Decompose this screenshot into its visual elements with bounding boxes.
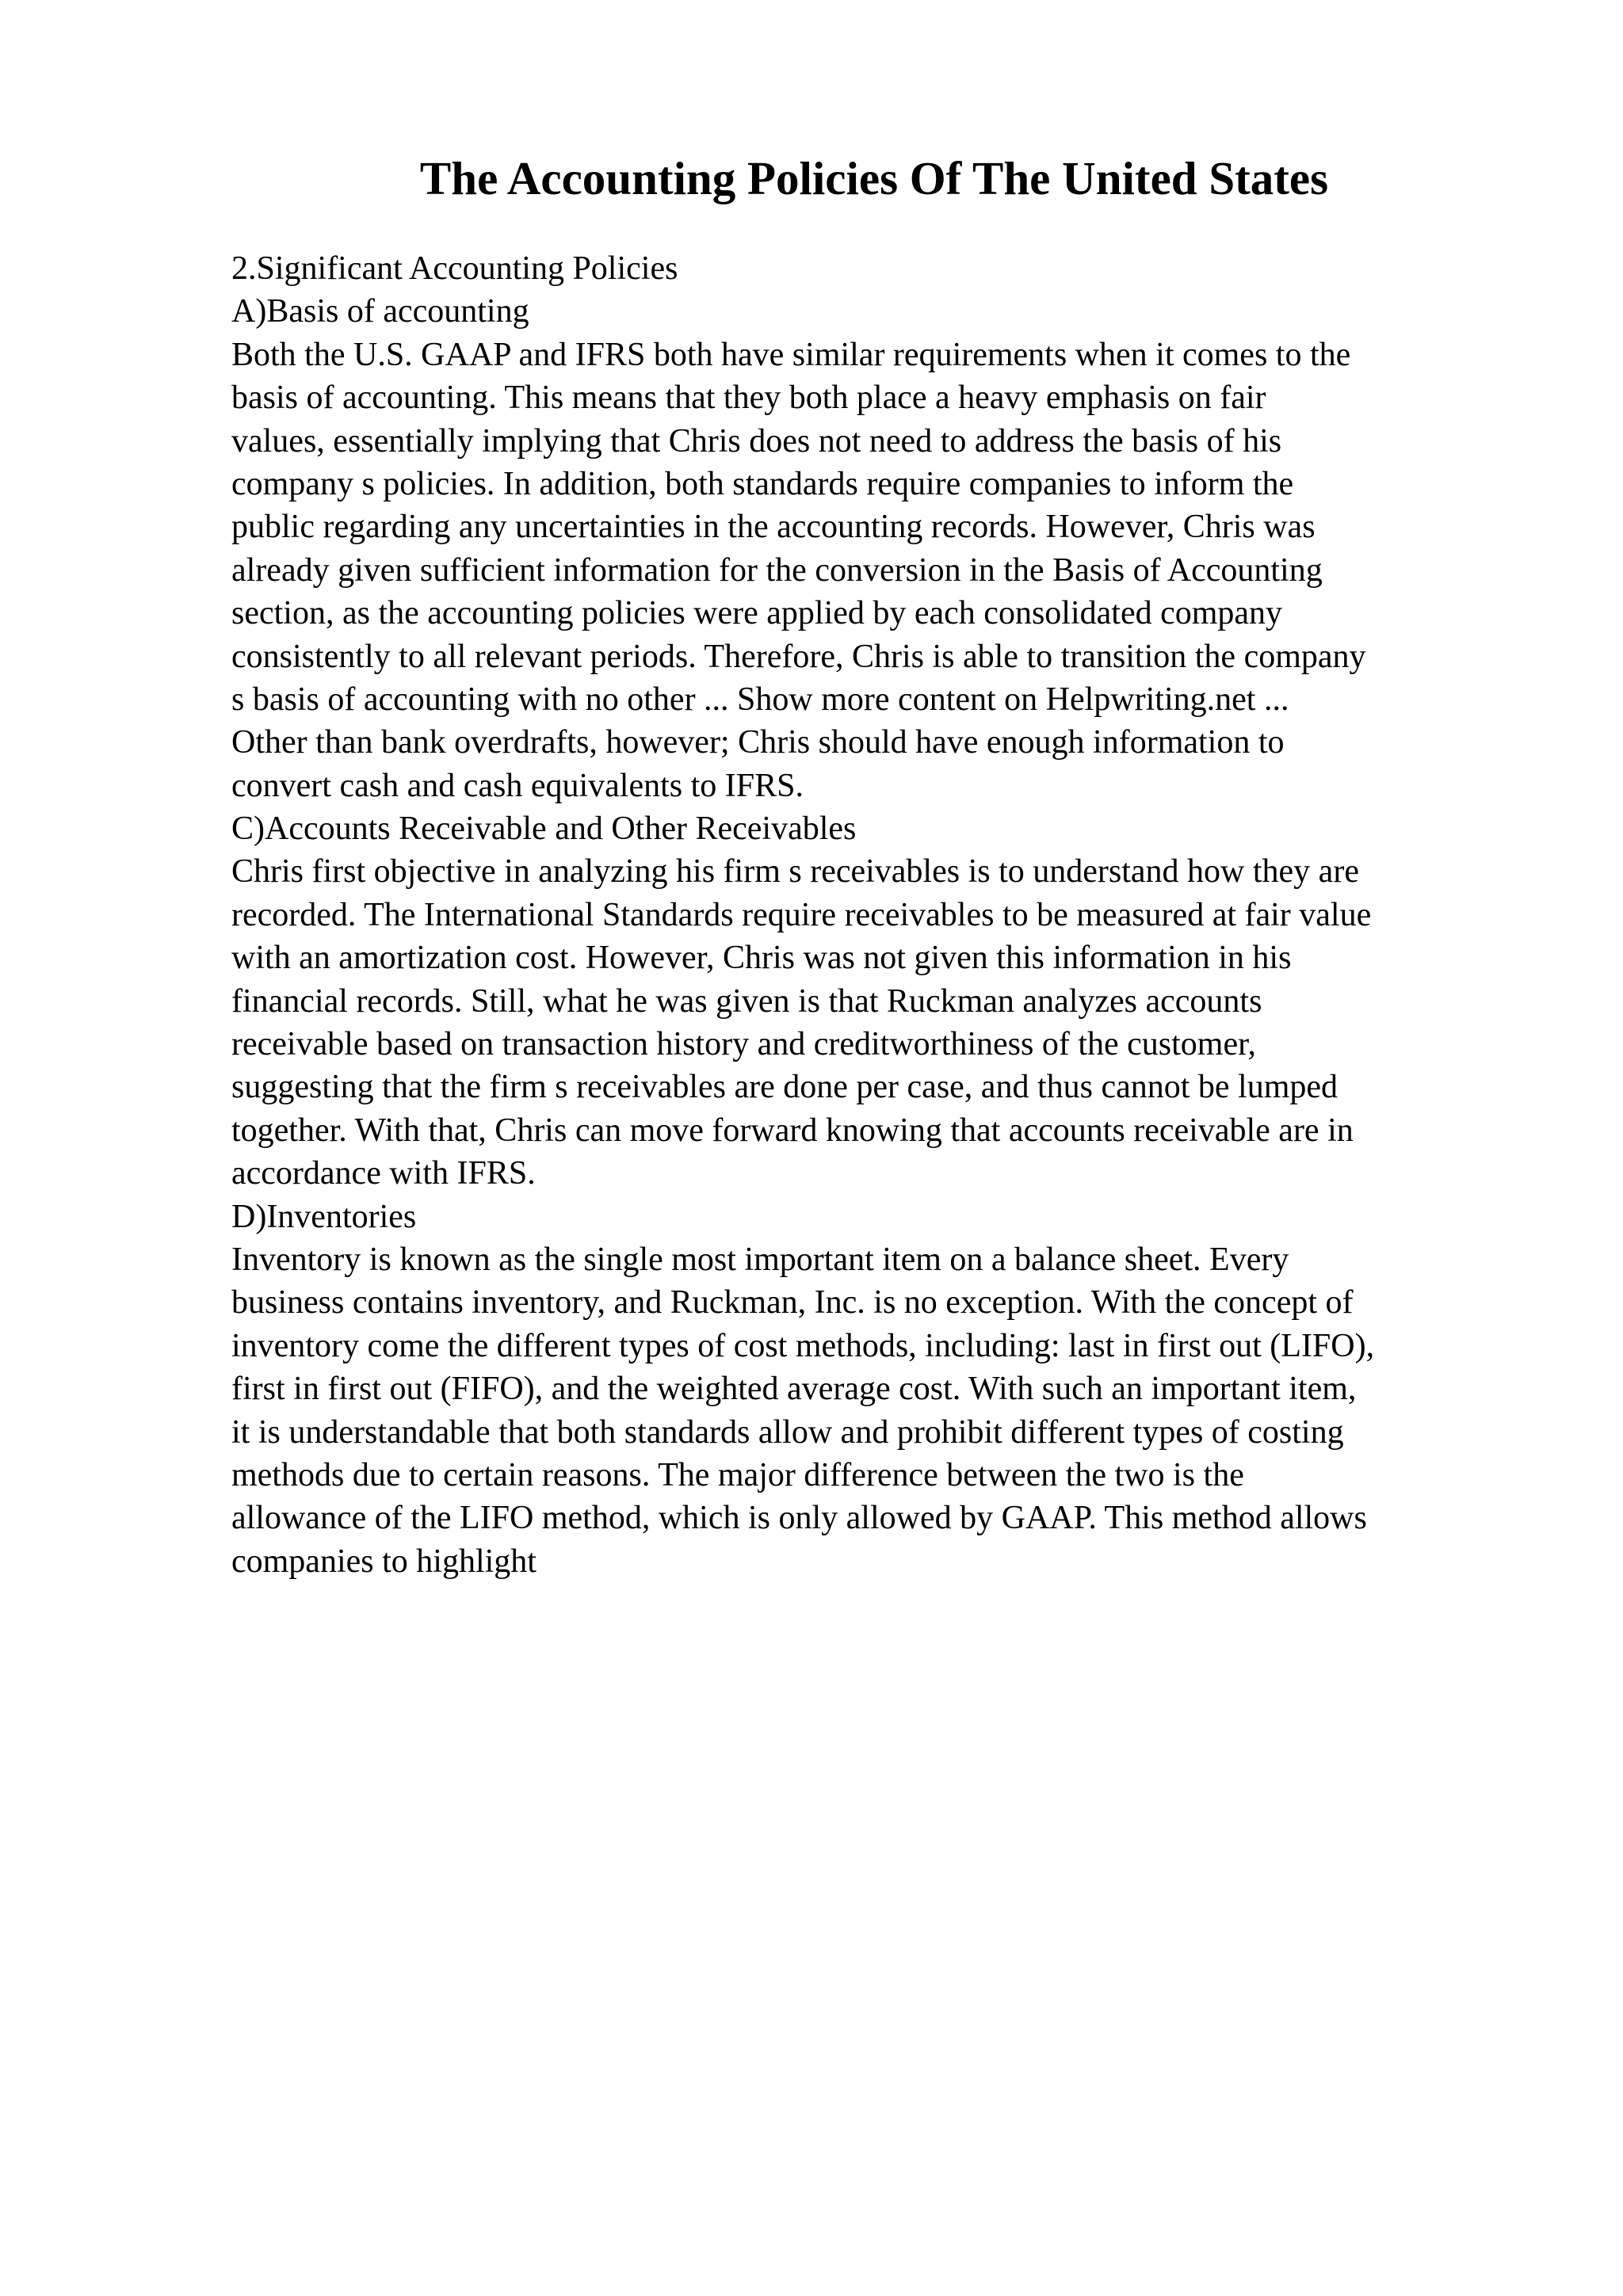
body-line: convert cash and cash equivalents to IFRS. bbox=[231, 767, 804, 804]
body-line: public regarding any uncertainties in the accounting records. However, Chris was bbox=[231, 509, 1316, 546]
document-title: The Accounting Policies Of The United States bbox=[419, 152, 1329, 204]
body-line: Other than bank overdrafts, however; Chris should have enough information to bbox=[231, 724, 1285, 761]
subsection-heading-basis-of-accounting: A)Basis of accounting bbox=[231, 293, 529, 330]
body-line: company s policies. In addition, both standards require companies to inform the bbox=[231, 465, 1294, 502]
document-body bbox=[231, 247, 1531, 1583]
body-line: receivable based on transaction history and creditworthiness of the customer, bbox=[231, 1026, 1256, 1063]
body-line: values, essentially implying that Chris does not need to address the basis of his bbox=[231, 422, 1282, 460]
body-line: Both the U.S. GAAP and IFRS both have similar requirements when it comes to the bbox=[231, 336, 1351, 373]
subsection-heading-receivables: C)Accounts Receivable and Other Receivables bbox=[231, 810, 857, 848]
body-line: Chris first objective in analyzing his firm s receivables is to understand how they are bbox=[231, 853, 1359, 891]
body-line: first in first out (FIFO), and the weighted average cost. With such an important item, bbox=[231, 1371, 1357, 1408]
body-line: basis of accounting. This means that they both place a heavy emphasis on fair bbox=[231, 379, 1266, 417]
body-line: business contains inventory, and Ruckman, Inc. is no exception. With the concept of bbox=[231, 1284, 1354, 1322]
body-line: allowance of the LIFO method, which is only allowed by GAAP. This method allows bbox=[231, 1500, 1367, 1537]
body-line: companies to highlight bbox=[231, 1543, 537, 1580]
body-line: already given sufficient information for the conversion in the Basis of Accounting bbox=[231, 551, 1323, 589]
body-line: suggesting that the firm s receivables are done per case, and thus cannot be lumped bbox=[231, 1069, 1338, 1106]
body-line: s basis of accounting with no other ... Show more content on Helpwriting.net ... bbox=[231, 681, 1289, 718]
body-line: methods due to certain reasons. The major difference between the two is the bbox=[231, 1456, 1244, 1493]
body-line: with an amortization cost. However, Chris was not given this information in his bbox=[231, 940, 1292, 977]
subsection-heading-inventories: D)Inventories bbox=[231, 1198, 417, 1235]
body-line: section, as the accounting policies were applied by each consolidated company bbox=[231, 595, 1283, 632]
body-line: together. With that, Chris can move forward knowing that accounts receivable are in bbox=[231, 1112, 1354, 1149]
body-line: inventory come the different types of cost methods, including: last in first out (LIFO), bbox=[231, 1327, 1375, 1364]
body-line: consistently to all relevant periods. Therefore, Chris is able to transition the company bbox=[231, 638, 1366, 675]
body-line: Inventory is known as the single most important item on a balance sheet. Every bbox=[231, 1241, 1289, 1278]
body-line: financial records. Still, what he was given is that Ruckman analyzes accounts bbox=[231, 982, 1262, 1020]
body-line: it is understandable that both standards allow and prohibit different types of costing bbox=[231, 1413, 1344, 1451]
body-line: accordance with IFRS. bbox=[231, 1155, 536, 1192]
body-line: recorded. The International Standards require receivables to be measured at fair value bbox=[231, 896, 1372, 933]
section-heading-significant-policies: 2.Significant Accounting Policies bbox=[231, 250, 678, 287]
